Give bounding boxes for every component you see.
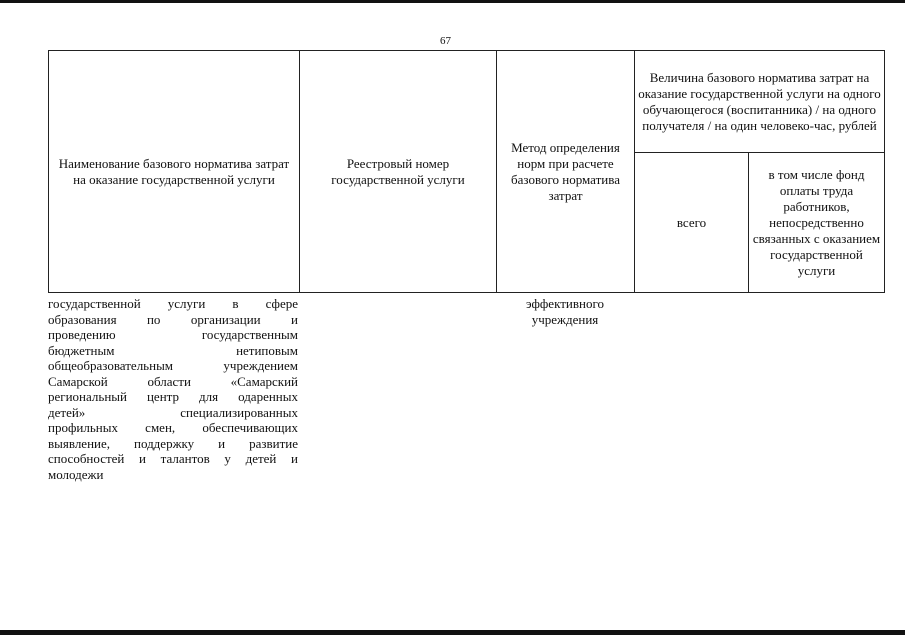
- header-total: всего: [635, 153, 749, 293]
- text-line: выявление, поддержку и развитие: [48, 435, 298, 451]
- text-line: способностей и талантов у детей и: [48, 451, 298, 466]
- text-line: Самарской области «Самарский: [48, 373, 298, 389]
- norms-table-header: [48, 50, 885, 293]
- header-value-group: Величина базового норматива затрат на оказание государственной услуги на одного обучающегося (воспитанника) / на одного получателя / на один человеко-час, рублей: [635, 51, 885, 153]
- text-line: региональный центр для одаренных: [48, 389, 298, 404]
- header-registry-number: Реестровый номер государственной услуги: [300, 51, 497, 293]
- page-number: 67: [440, 35, 451, 47]
- text-line: государственной услуги в сфере: [48, 296, 298, 311]
- text-line: общеобразовательным учреждением: [48, 358, 298, 373]
- scan-border-top: [0, 0, 905, 3]
- text-line: эффективного: [526, 296, 604, 311]
- text-line: детей» специализированных: [48, 404, 298, 420]
- text-line: учреждения: [531, 311, 599, 327]
- text-line: молодежи: [48, 466, 104, 482]
- service-name-text: [48, 296, 298, 482]
- text-line: бюджетным нетиповым: [48, 342, 298, 358]
- header-method: Метод определения норм при расчете базового норматива затрат: [497, 51, 635, 293]
- text-line: образования по организации и: [48, 311, 298, 327]
- header-payroll: в том числе фонд оплаты труда работников, непосредственно связанных с оказанием государственной услуги: [749, 153, 885, 293]
- method-text: [494, 296, 636, 327]
- text-line: профильных смен, обеспечивающих: [48, 420, 298, 435]
- text-line: проведению государственным: [48, 327, 298, 342]
- header-name: Наименование базового норматива затрат на оказание государственной услуги: [49, 51, 300, 293]
- scan-border-bottom: [0, 630, 905, 635]
